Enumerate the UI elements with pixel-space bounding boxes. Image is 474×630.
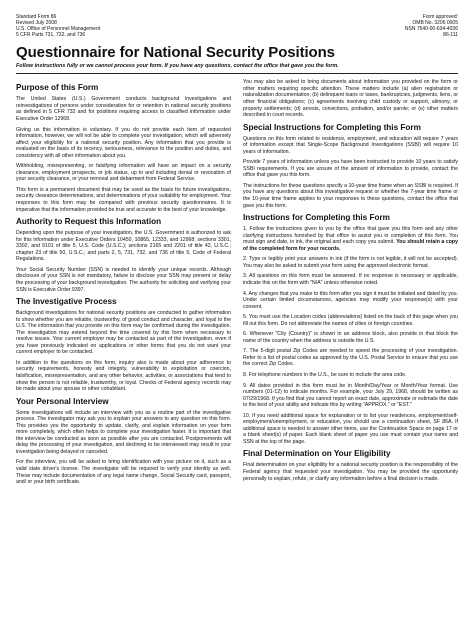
- instruction-item: 2. Type or legibly print your answers in ink (if the form is not legible, it will not be accepted). You may also be asked to submit your form using the approved electronic format.: [243, 256, 458, 269]
- section-heading-special-instructions: Special Instructions for Completing this Form: [243, 122, 421, 132]
- instruction-item: 6. Whenever "City (Country)" is shown in an address block, also provide in that block the name of the country when the address is outside the U.S.: [243, 331, 458, 344]
- issuing-agency: U.S. Office of Personnel Management: [16, 26, 101, 33]
- title-divider: [16, 73, 458, 74]
- instruction-item: [243, 226, 458, 252]
- paragraph: You may also be asked to bring documents about information you provided on the form or other matters requiring specific attention. These matters include (a) alien registration or naturalization documentation; (b) delinquent loans or taxes, bankruptcies, judgments, liens, or other financial obligations; (c) agreements involving child custody or support, alimony, or property settlements; (d) arrests, convictions, probation, and/or parole; or (e) other matters described in court records.: [243, 79, 458, 119]
- form-header-left: [16, 14, 100, 38]
- section-heading-interview: Your Personal Interview: [16, 396, 109, 406]
- paragraph: Questions on this form related to residence, employment, and education will require 7 years of information except that Single-Scope Background Investigations (SSBI) will require 10 years of information.: [243, 135, 458, 155]
- form-header: [16, 14, 458, 38]
- instruction-item: 7. The 5-digit postal Zip Codes are needed to speed the processing of your investigation. Refer to a list of postal codes as approved by the U.S. Postal Service to ensure that you use the correct Zip Codes.: [243, 348, 458, 368]
- paragraph: This form is a permanent document that may be used as the basis for future investigations, security clearance determinations, and determinations of your suitability for employment. Your responses to this form may be compared with previous security questionnaires. It is imperative that the information provided be true and accurate to the best of your knowledge.: [16, 186, 231, 213]
- paragraph: In addition to the questions on this form, inquiry also is made about your adherence to security requirements, honesty and integrity, vulnerability to exploitation or coercion, falsification, misrepresentation, and any other behavior, activities, or associations that tend to show the person is not reliable, trustworthy, or loyal. Checks of Federal agency records may be made about your spouse or other cohabitant.: [16, 359, 231, 393]
- instruction-item: 10. If you need additional space for explanation or to list your residences, employment/self-employment/unemployment, or education, you should use a continuation sheet, SF 86A. If additional space is needed to answer other items, use the Continuation Space on page 17 or a blank sheet(s) of paper. Each blank sheet of paper you use must contain your name and SSN at the top of the page.: [243, 412, 458, 445]
- instruction-item: 9. All dates provided in this form must be in Month/Day/Year or Month/Year format. Use numbers (01-12) to indicate months. For example, your July 29, 1968, should be written as 07/29/1968. If you find that you cannot report an exact date, approximate or estimate the date to the best of your ability and indicate this by writing "APPROX." or "EST.": [243, 382, 458, 409]
- paragraph: Background investigations for national security positions are conducted to gather information to show whether you are reliable, trustworthy, of good conduct and character, and loyal to the U.S. The information that you provide on this form may be confirmed during the investigation. The investigation may extend beyond the time covered by this form when necessary to resolve issues. Your current employer may be contacted as part of the investigation, even if you have previously indicated on applications or other forms that you do not want your current employer to be contacted.: [16, 310, 231, 356]
- page-subtitle: Follow instructions fully or we cannot process your form. If you have any questions, contact the office that gave you the form.: [16, 63, 339, 70]
- paragraph: Withholding, misrepresenting, or falsifying information will have an impact on a security clearance, employment prospects, or job status, up to and including denial or revocation of your security clearance, or your removal and debarment from Federal Service.: [16, 163, 231, 183]
- page-title: Questionnaire for National Security Positions: [16, 44, 335, 62]
- section-heading-instructions: Instructions for Completing this Form: [243, 213, 390, 223]
- form-number: Standard Form 86: [16, 14, 57, 20]
- section-heading-purpose: Purpose of this Form: [16, 83, 99, 93]
- nsn-number: NSN 7540-00-634-4036: [404, 26, 458, 33]
- cfr-reference: 5 CFR Parts 731, 732, and 736: [16, 32, 86, 39]
- section-heading-final-determination: Final Determination on Your Eligibility: [243, 449, 391, 459]
- form-revision: Revised July 2008: [16, 20, 57, 27]
- section-heading-process: The Investigative Process: [16, 297, 117, 307]
- instruction-item: 5. You must use the Location codes (abbreviations) listed on the back of this page when you fill out this form. Do not abbreviate the names of cities or foreign countries.: [243, 314, 458, 327]
- content-columns: [16, 79, 458, 489]
- right-column: [243, 79, 458, 489]
- instruction-emphasis: You should retain a copy of the completed form for your records.: [243, 239, 458, 252]
- paragraph: Giving us this information is voluntary. If you do not provide each item of requested information, however, we will not be able to complete your investigation, which will adversely affect your eligibility for a national security position. Any information that you provide is evaluated on the basis of its recency, seriousness, relevance to the position and duties, and consistency with all other information about you.: [16, 126, 231, 159]
- section-heading-authority: Authority to Request this Information: [16, 217, 162, 227]
- left-column: [16, 79, 231, 489]
- instruction-item: 8. For telephone numbers in the U.S., be sure to include the area code.: [243, 371, 407, 378]
- instruction-text: 1. Follow the instructions given to you by the office that gave you this form and any other clarifying instructions furnished by that office to assist you in completion of this form. You must sign and date, in ink, the original and each copy you submit.: [243, 226, 458, 246]
- instruction-item: 3. All questions on this form must be answered. If no response is necessary or applicable, indicate this on the form with "N/A" unless otherwise noted.: [243, 273, 458, 286]
- paragraph: Depending upon the purpose of your investigation, the U.S. Government is authorized to ask for this information under Executive Orders 10450, 10865, 12333, and 12968; sections 3301, 3302, and 9101 of title 5, U.S. Code (U.S.C.); sections 2165 and 2201 of title 42, U.S.C.; chapter 23 of title 50, U.S.C.; and parts 2, 5, 731, 732, and 736 of title 5, Code of Federal Regulations.: [16, 230, 231, 263]
- paragraph: The United States (U.S.) Government conducts background investigations and reinvestigations of persons under consideration for or retention in national security positions as defined in 5 CFR 732 and for positions requiring access to classified information under Executive Order 12968.: [16, 96, 231, 123]
- form-header-right: [405, 14, 458, 38]
- form-approved-label: Form approved:: [422, 14, 458, 20]
- paragraph: Your Social Security Number (SSN) is needed to identify your unique records. Although disclosure of your SSN is not mandatory, failure to disclose your SSN may prevent or delay the processing of your background investigation. The authority for soliciting and verifying your SSN is Executive Order 9397.: [16, 266, 231, 293]
- paragraph: For the interview, you will be asked to bring identification with your picture on it, such as a valid state driver's license. The investigator will be required to verify your identity as well. These may include documentation of any legal name change, Social Security card, passport, and/ or your birth certificate.: [16, 459, 231, 486]
- paragraph: Final determination on your eligibility for a national security position is the responsibility of the Federal agency that requested your investigation. You may be provided the opportunity personally to explain, refute, or clarify any information before a final decision is made.: [243, 462, 458, 482]
- instruction-item: 4. Any changes that you make to this form after you sign it must be initialed and dated by you. Under certain limited circumstances, agencies may modify your response(s) with your consent.: [243, 290, 458, 310]
- paragraph: The instructions for these questions specify a 10-year time frame when an SSBI is required. If you have any questions about this investigative request or whether the 7-year time frame or the 10-year time frame applies to your responses to these questions, contact the office that gave you this form.: [243, 182, 458, 209]
- paragraph: Some investigations will include an interview with you as a routine part of the investigative process. The investigator may ask you to explain your answers to any question on this form. This provides you the opportunity to update, clarify, and explain information on your form more completely, which often helps to complete your investigation faster. It is important that the interview be conducted as soon as possible after you are contacted. Postponements will delay the processing of your investigation, and declining to be interviewed may result in your investigation being delayed or canceled.: [16, 409, 231, 455]
- omb-number: OMB No. 3206 0005: [412, 20, 458, 27]
- form-code: 86-111: [443, 32, 458, 39]
- paragraph: Provide 7 years of information unless you have been instructed to provide 10 years to satisfy SSBI requirements. If you are unsure of the amount of information to provide, contact the office that gave you this form.: [243, 159, 458, 179]
